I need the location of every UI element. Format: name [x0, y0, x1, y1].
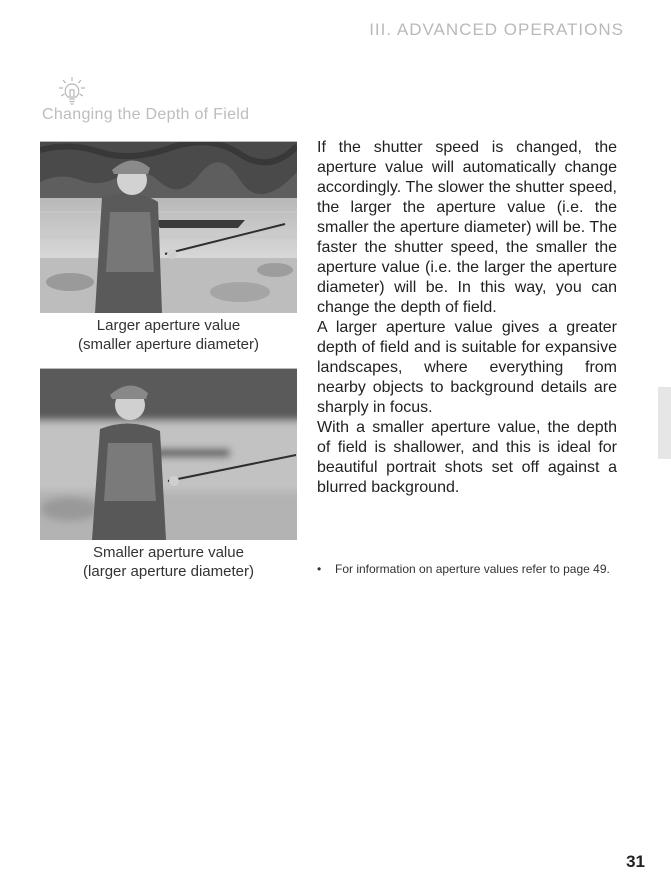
caption-line: Larger aperture value: [96, 317, 241, 334]
caption-line: Smaller aperture value: [93, 544, 244, 561]
body-text: [317, 138, 617, 498]
page-edge-tab: [658, 387, 671, 459]
figure-caption-1: [40, 316, 297, 354]
caption-line: (larger aperture diameter): [83, 563, 254, 580]
note-text: For information on aperture values refer to page 49.: [335, 562, 610, 576]
photo-large-aperture-value: [40, 141, 297, 313]
photo-small-aperture-value: [40, 368, 297, 540]
section-title: Changing the Depth of Field: [42, 106, 250, 123]
chapter-header: III. ADVANCED OPERATIONS: [369, 20, 624, 39]
bullet-icon: •: [317, 562, 322, 576]
lightbulb-icon: [57, 76, 87, 106]
paragraph: If the shutter speed is changed, the aperture value will automatically change accordingly. The slower the shutter speed, the larger the aperture value (i.e. the smaller the aperture diameter) will be. The faster the shutter speed, the smaller the aperture value (i.e. the larger the aperture diameter) will be. In this way, you can change the depth of field.: [317, 139, 617, 316]
caption-line: (smaller aperture diameter): [78, 336, 259, 353]
figure-caption-2: [40, 543, 297, 581]
paragraph: A larger aperture value gives a greater depth of field and is suitable for expansive landscapes, where everything from nearby objects to background details are sharply in focus.: [317, 319, 617, 416]
note-item: [317, 561, 617, 577]
page-number: 31: [626, 852, 645, 871]
paragraph: With a smaller aperture value, the depth of field is shallower, and this is ideal for beautiful portrait shots set off against a blurred background.: [317, 419, 617, 496]
